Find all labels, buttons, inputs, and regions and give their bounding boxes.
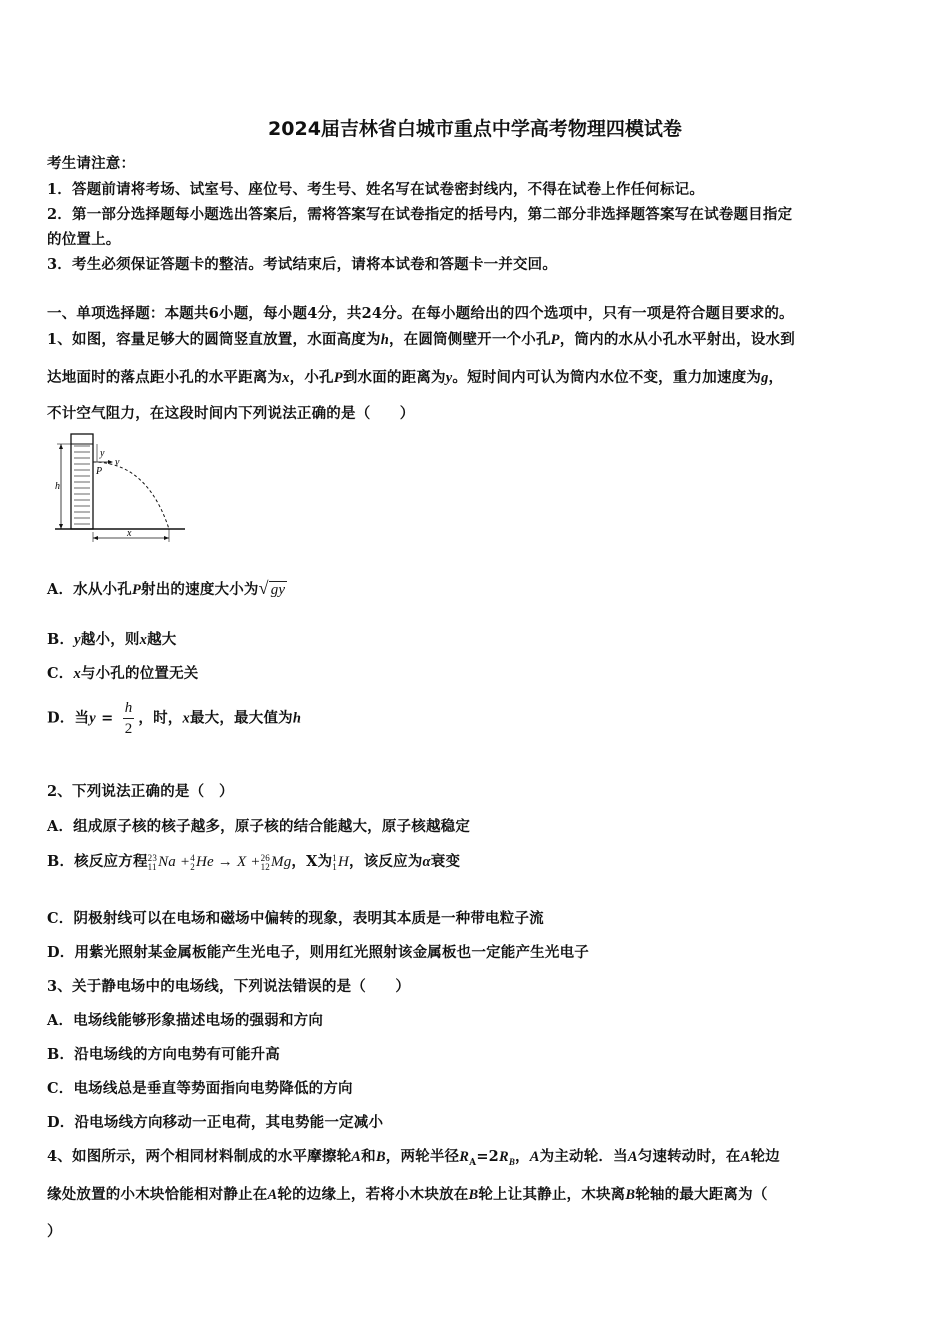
figure-label-x: x	[127, 528, 132, 539]
question-3-option-b: B．沿电场线的方向电势有可能升高	[47, 1046, 280, 1063]
question-2-option-b: B．核反应方程 23 11 Na + 4 2 He → X + 26 12 Mg，X为 1 1 H，该反应为α衰变	[47, 852, 461, 872]
question-3-option-a: A．电场线能够形象描述电场的强弱和方向	[47, 1012, 324, 1029]
figure-label-v: v	[115, 457, 120, 468]
question-4-line-3: ）	[47, 1223, 62, 1240]
question-1-line-2: 达地面时的落点距小孔的水平距离为x，小孔P到水面的距离为y。短时间内可认为筒内水位不变，重力加速度为g，	[47, 369, 784, 386]
question-2-option-c: C．阴极射线可以在电场和磁场中偏转的现象，表明其本质是一种带电粒子流	[47, 910, 544, 927]
notice-item: 1．答题前请将考场、试室号、座位号、考生号、姓名写在试卷密封线内，不得在试卷上作任何标记。	[47, 181, 705, 198]
section-heading: 一、单项选择题：本题共6小题，每小题4分，共24分。在每小题给出的四个选项中，只有一项是符合题目要求的。	[47, 305, 794, 322]
question-1-option-a: A．水从小孔P射出的速度大小为√ gy	[47, 578, 286, 598]
question-3-option-c: C．电场线总是垂直等势面指向电势降低的方向	[47, 1080, 353, 1097]
question-2-option-a: A．组成原子核的核子越多，原子核的结合能越大，原子核越稳定	[47, 818, 471, 835]
question-2-option-d: D．用紫光照射某金属板能产生光电子，则用红光照射该金属板也一定能产生光电子	[47, 944, 589, 961]
figure-label-y: y	[100, 448, 105, 459]
question-1-option-b: B．y越小，则x越大	[47, 631, 177, 648]
question-1-option-d: D．当y = $\frac{h}{2}$ ，时，x最大，最大值为h	[47, 700, 302, 737]
notice-item: 的位置上。	[47, 231, 121, 248]
question-3-option-d: D．沿电场线方向移动一正电荷，其电势能一定减小	[47, 1114, 384, 1131]
question-2-stem: 2、下列说法正确的是（ ）	[47, 783, 234, 800]
question-1-option-c: C．x与小孔的位置无关	[47, 665, 199, 682]
nuclear-equation: 23 11 Na + 4 2 He → X + 26 12 Mg	[147, 852, 292, 872]
question-1-line-1: 1、如图，容量足够大的圆筒竖直放置，水面高度为h，在圆筒侧壁开一个小孔P，筒内的水从小孔水平射出，设水到	[47, 331, 795, 348]
cylinder-water-jet-figure	[47, 432, 187, 547]
figure-label-P: P	[96, 466, 103, 477]
question-3-stem: 3、关于静电场中的电场线，下列说法错误的是（ ）	[47, 978, 411, 995]
question-4-line-1: 4、如图所示，两个相同材料制成的水平摩擦轮A和B，两轮半径$R_A=2R_B$，A为主动轮．当A匀速转动时，在A轮边	[47, 1148, 780, 1168]
figure-label-h: h	[55, 481, 60, 492]
notice-item: 3．考生必须保证答题卡的整洁。考试结束后，请将本试卷和答题卡一并交回。	[47, 256, 558, 273]
question-4-line-2: 缘处放置的小木块恰能相对静止在A轮的边缘上，若将小木块放在B轮上让其静止，木块离B轮轴的最大距离为（	[47, 1186, 768, 1203]
notice-item: 2．第一部分选择题每小题选出答案后，需将答案写在试卷指定的括号内，第二部分非选择题答案写在试卷题目指定	[47, 206, 793, 223]
question-1-line-3: 不计空气阻力，在这段时间内下列说法正确的是（ ）	[47, 405, 415, 422]
page-title: 2024届吉林省白城市重点中学高考物理四模试卷	[268, 118, 682, 140]
notice-heading: 考生请注意：	[47, 155, 136, 172]
